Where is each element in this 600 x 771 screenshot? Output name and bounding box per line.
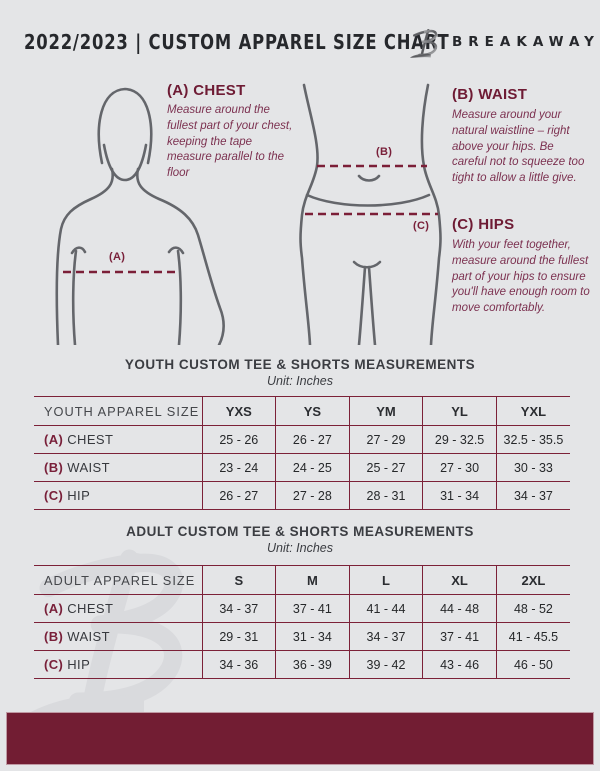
hips-marker-label: (C) bbox=[413, 220, 430, 232]
measurement-cell: 44 - 48 bbox=[423, 595, 497, 623]
brand-name: BREAKAWAY bbox=[452, 34, 600, 50]
measurement-cell: 34 - 37 bbox=[496, 482, 570, 510]
table-row bbox=[34, 454, 570, 482]
measurement-cell: 29 - 31 bbox=[202, 623, 276, 651]
measurement-cell: 25 - 26 bbox=[202, 426, 276, 454]
size-column-header: YXS bbox=[202, 397, 276, 426]
row-name: WAIST bbox=[67, 629, 110, 644]
size-column-header: YXL bbox=[496, 397, 570, 426]
size-column-header: XL bbox=[423, 566, 497, 595]
row-name: HIP bbox=[67, 488, 91, 503]
measurement-cell: 37 - 41 bbox=[276, 595, 350, 623]
adult-section-title: ADULT CUSTOM TEE & SHORTS MEASUREMENTS bbox=[126, 524, 474, 539]
size-column-header: S bbox=[202, 566, 276, 595]
table-header-row bbox=[34, 397, 570, 426]
row-label-cell bbox=[34, 426, 202, 454]
row-name: CHEST bbox=[67, 601, 114, 616]
row-prefix: (A) bbox=[44, 432, 64, 447]
measurement-cell: 34 - 37 bbox=[349, 623, 423, 651]
page-title: 2022/2023 | CUSTOM APPAREL SIZE CHART bbox=[24, 30, 450, 54]
measurement-cell: 26 - 27 bbox=[202, 482, 276, 510]
youth-size-label-header: YOUTH APPAREL SIZE bbox=[44, 403, 200, 419]
adult-size-table bbox=[34, 565, 570, 679]
adult-unit-label: Unit: Inches bbox=[266, 541, 333, 555]
row-name: WAIST bbox=[67, 460, 110, 475]
measurement-cell: 41 - 44 bbox=[349, 595, 423, 623]
table-row bbox=[34, 426, 570, 454]
hips-heading: (C) HIPS bbox=[452, 216, 515, 233]
row-prefix: (A) bbox=[44, 601, 64, 616]
row-label-cell bbox=[34, 623, 202, 651]
row-label-cell bbox=[34, 454, 202, 482]
measurement-cell: 48 - 52 bbox=[496, 595, 570, 623]
table-row bbox=[34, 651, 570, 679]
measurement-cell: 26 - 27 bbox=[276, 426, 350, 454]
row-label-cell bbox=[34, 651, 202, 679]
measurement-cell: 28 - 31 bbox=[349, 482, 423, 510]
measurement-cell: 27 - 29 bbox=[349, 426, 423, 454]
chest-description: Measure around the fullest part of your chest, keeping the tape measure parallel to the floor bbox=[167, 104, 293, 179]
measurement-cell: 27 - 28 bbox=[276, 482, 350, 510]
row-prefix: (C) bbox=[44, 488, 64, 503]
measurement-cell: 31 - 34 bbox=[423, 482, 497, 510]
breakaway-b-icon bbox=[408, 22, 446, 64]
youth-size-table bbox=[34, 396, 570, 510]
waist-description: Measure around your natural waistline – right above your hips. Be careful not to squeeze too tight to allow a little give. bbox=[452, 109, 585, 184]
waist-marker-label: (B) bbox=[376, 146, 393, 158]
measurement-cell: 36 - 39 bbox=[276, 651, 350, 679]
row-prefix: (B) bbox=[44, 629, 64, 644]
youth-unit-label: Unit: Inches bbox=[266, 374, 333, 388]
table-header-row bbox=[34, 566, 570, 595]
measurement-cell: 37 - 41 bbox=[423, 623, 497, 651]
row-label-cell bbox=[34, 482, 202, 510]
measurement-cell: 32.5 - 35.5 bbox=[496, 426, 570, 454]
size-column-header: 2XL bbox=[496, 566, 570, 595]
size-column-header: YM bbox=[349, 397, 423, 426]
measurement-cell: 29 - 32.5 bbox=[423, 426, 497, 454]
measurement-cell: 34 - 36 bbox=[202, 651, 276, 679]
footer-accent-bar bbox=[6, 712, 594, 765]
measurement-cell: 25 - 27 bbox=[349, 454, 423, 482]
table-row bbox=[34, 482, 570, 510]
table-row bbox=[34, 595, 570, 623]
youth-section-title: YOUTH CUSTOM TEE & SHORTS MEASUREMENTS bbox=[124, 357, 476, 372]
chest-marker-label: (A) bbox=[109, 251, 126, 263]
measurement-cell: 24 - 25 bbox=[276, 454, 350, 482]
row-prefix: (B) bbox=[44, 460, 64, 475]
measurement-cell: 23 - 24 bbox=[202, 454, 276, 482]
measurement-cell: 43 - 46 bbox=[423, 651, 497, 679]
size-column-header: M bbox=[276, 566, 350, 595]
measurement-cell: 27 - 30 bbox=[423, 454, 497, 482]
measurement-cell: 41 - 45.5 bbox=[496, 623, 570, 651]
row-name: CHEST bbox=[67, 432, 114, 447]
row-label-cell bbox=[34, 595, 202, 623]
hips-description: With your feet together, measure around the fullest part of your hips to ensure you'll have enough room to move comfortably. bbox=[452, 239, 590, 314]
waist-heading: (B) WAIST bbox=[452, 86, 528, 103]
size-column-header: YL bbox=[423, 397, 497, 426]
lower-torso-figure bbox=[293, 83, 443, 345]
adult-size-label-header: ADULT APPAREL SIZE bbox=[44, 572, 196, 588]
row-prefix: (C) bbox=[44, 657, 64, 672]
chest-heading: (A) CHEST bbox=[167, 82, 246, 99]
row-name: HIP bbox=[67, 657, 91, 672]
size-column-header: YS bbox=[276, 397, 350, 426]
measurement-cell: 34 - 37 bbox=[202, 595, 276, 623]
size-column-header: L bbox=[349, 566, 423, 595]
measurement-cell: 46 - 50 bbox=[496, 651, 570, 679]
table-row bbox=[34, 623, 570, 651]
measurement-cell: 31 - 34 bbox=[276, 623, 350, 651]
measurement-cell: 39 - 42 bbox=[349, 651, 423, 679]
measurement-cell: 30 - 33 bbox=[496, 454, 570, 482]
